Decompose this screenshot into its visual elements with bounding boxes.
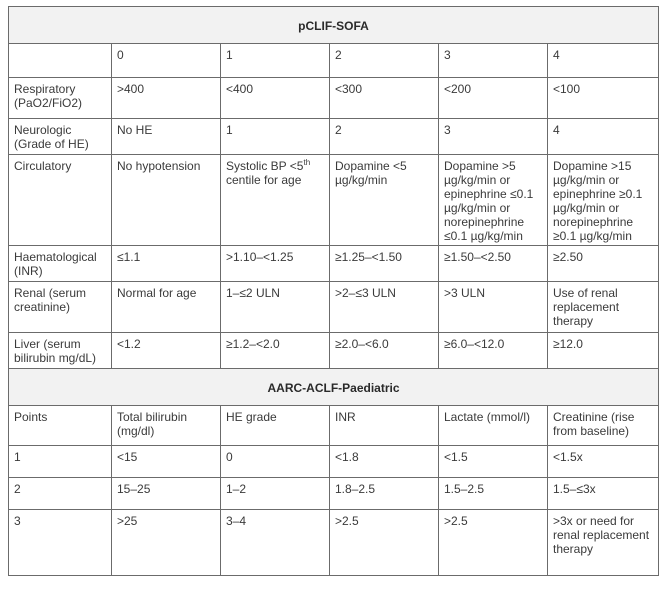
- score-cell: 3: [439, 119, 548, 155]
- aarc-header-cell: Creatinine (rise from baseline): [548, 406, 659, 446]
- pclif-header-cell: 4: [548, 44, 659, 78]
- points-cell: 3: [9, 510, 112, 576]
- points-cell: <1.5: [439, 446, 548, 478]
- row-label: Circulatory: [9, 155, 112, 246]
- points-cell: <1.8: [330, 446, 439, 478]
- pclif-header-cell: 3: [439, 44, 548, 78]
- pclif-row: [9, 282, 659, 333]
- score-cell: >3 ULN: [439, 282, 548, 333]
- score-cell: 1: [221, 119, 330, 155]
- pclif-header-cell: 1: [221, 44, 330, 78]
- row-label: Respiratory (PaO2/FiO2): [9, 78, 112, 119]
- score-cell: 1–≤2 ULN: [221, 282, 330, 333]
- aarc-header-cell: Lactate (mmol/l): [439, 406, 548, 446]
- scoring-tables: [8, 6, 658, 576]
- row-label: Neurologic (Grade of HE): [9, 119, 112, 155]
- points-cell: 3–4: [221, 510, 330, 576]
- points-cell: 2: [9, 478, 112, 510]
- aarc-row: [9, 478, 659, 510]
- aarc-header-cell: INR: [330, 406, 439, 446]
- points-cell: <1.5x: [548, 446, 659, 478]
- section-title-row: [9, 7, 659, 44]
- pclif-row: [9, 78, 659, 119]
- aarc-header-cell: Points: [9, 406, 112, 446]
- score-cell: ≥2.50: [548, 246, 659, 282]
- score-cell: <200: [439, 78, 548, 119]
- aarc-header-cell: Total bilirubin (mg/dl): [112, 406, 221, 446]
- pclif-row: [9, 333, 659, 369]
- score-cell: ≤1.1: [112, 246, 221, 282]
- points-cell: <15: [112, 446, 221, 478]
- score-cell: No HE: [112, 119, 221, 155]
- score-cell: >400: [112, 78, 221, 119]
- score-cell: No hypotension: [112, 155, 221, 246]
- points-cell: 1.8–2.5: [330, 478, 439, 510]
- aarc-row: [9, 510, 659, 576]
- points-cell: >2.5: [439, 510, 548, 576]
- points-cell: >2.5: [330, 510, 439, 576]
- score-cell: >2–≤3 ULN: [330, 282, 439, 333]
- points-cell: 0: [221, 446, 330, 478]
- score-cell: ≥12.0: [548, 333, 659, 369]
- row-label: Haematological (INR): [9, 246, 112, 282]
- aarc-aclf-title: AARC-ACLF-Paediatric: [9, 369, 659, 406]
- score-cell: ≥1.25–<1.50: [330, 246, 439, 282]
- score-cell: Use of renal replacement therapy: [548, 282, 659, 333]
- score-cell: ≥2.0–<6.0: [330, 333, 439, 369]
- score-cell: ≥1.2–<2.0: [221, 333, 330, 369]
- points-cell: 15–25: [112, 478, 221, 510]
- pclif-row: [9, 246, 659, 282]
- aarc-header-cell: HE grade: [221, 406, 330, 446]
- points-cell: 1–2: [221, 478, 330, 510]
- score-cell: Dopamine >15 µg/kg/min or epinephrine ≥0.1 µg/kg/min or norepinephrine ≥0.1 µg/kg/min: [548, 155, 659, 246]
- score-cell: Normal for age: [112, 282, 221, 333]
- score-cell: [221, 155, 330, 246]
- scoring-table: [8, 6, 659, 576]
- score-cell: <1.2: [112, 333, 221, 369]
- points-cell: 1.5–≤3x: [548, 478, 659, 510]
- points-cell: 1: [9, 446, 112, 478]
- aarc-header-row: [9, 406, 659, 446]
- pclif-row: [9, 119, 659, 155]
- score-cell: ≥6.0–<12.0: [439, 333, 548, 369]
- pclif-header-row: [9, 44, 659, 78]
- points-cell: >25: [112, 510, 221, 576]
- points-cell: 1.5–2.5: [439, 478, 548, 510]
- row-label: Renal (serum creatinine): [9, 282, 112, 333]
- score-cell: ≥1.50–<2.50: [439, 246, 548, 282]
- section-title-row: [9, 369, 659, 406]
- pclif-sofa-title: pCLIF-SOFA: [9, 7, 659, 44]
- row-label: Liver (serum bilirubin mg/dL): [9, 333, 112, 369]
- score-cell: >1.10–<1.25: [221, 246, 330, 282]
- cell-text-post: centile for age: [226, 173, 302, 187]
- pclif-header-cell: 0: [112, 44, 221, 78]
- pclif-header-cell: [9, 44, 112, 78]
- score-cell: Dopamine >5 µg/kg/min or epinephrine ≤0.1 µg/kg/min or norepinephrine ≤0.1 µg/kg/min: [439, 155, 548, 246]
- score-cell: Dopamine <5 µg/kg/min: [330, 155, 439, 246]
- aarc-row: [9, 446, 659, 478]
- table-body: [9, 7, 659, 576]
- score-cell: <100: [548, 78, 659, 119]
- score-cell: <300: [330, 78, 439, 119]
- score-cell: 4: [548, 119, 659, 155]
- pclif-header-cell: 2: [330, 44, 439, 78]
- points-cell: >3x or need for renal replacement therapy: [548, 510, 659, 576]
- pclif-row: [9, 155, 659, 246]
- cell-text-sup: th: [303, 158, 311, 167]
- score-cell: <400: [221, 78, 330, 119]
- score-cell: 2: [330, 119, 439, 155]
- cell-text-pre: Systolic BP <5: [226, 159, 304, 173]
